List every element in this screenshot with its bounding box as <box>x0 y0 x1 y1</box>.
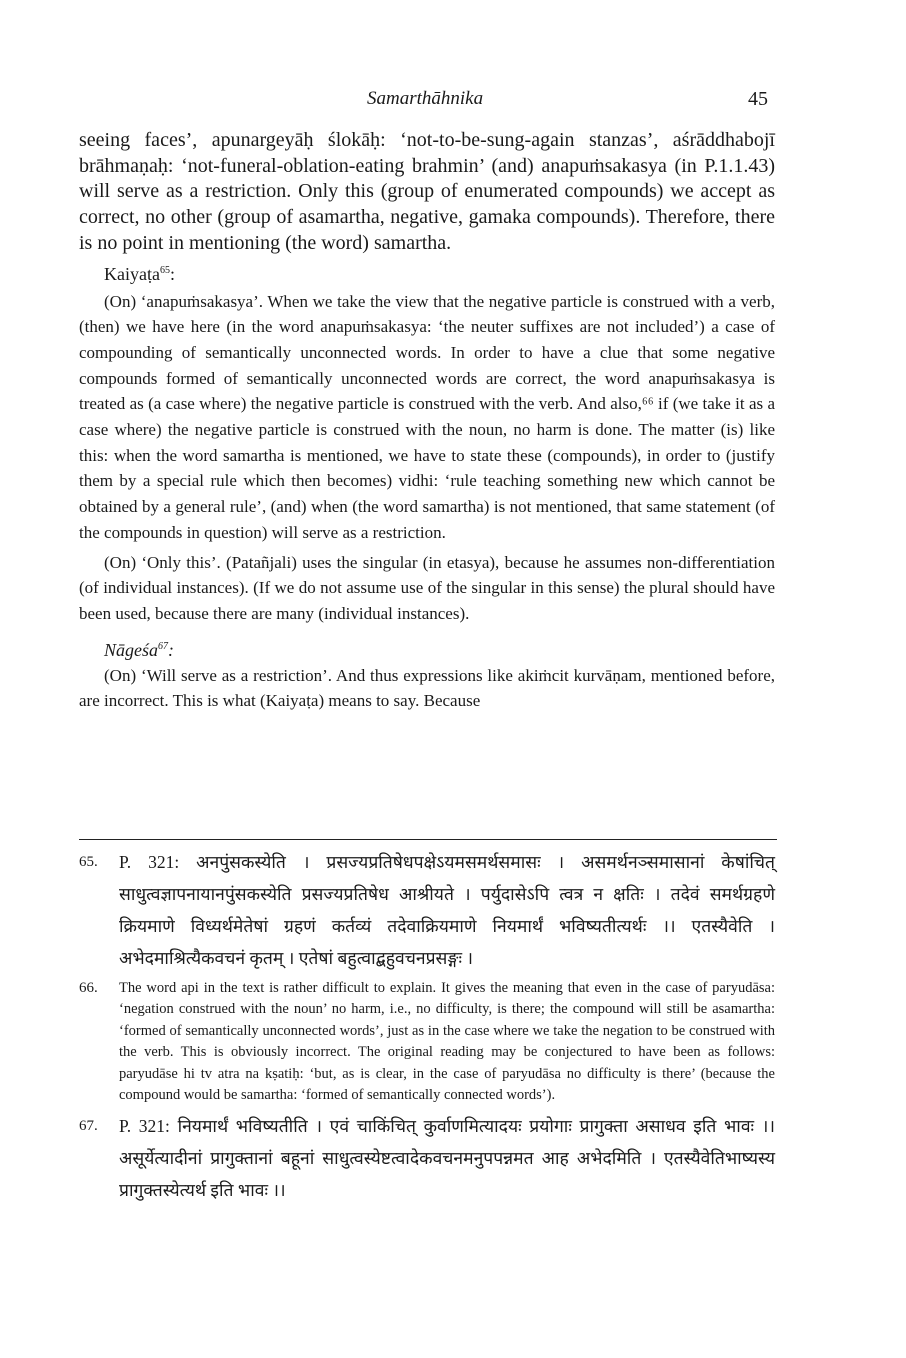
footnote-67 <box>79 1110 775 1206</box>
nagesa-heading-text: Nāgeśa <box>104 640 158 661</box>
note-ref-67: 67 <box>158 641 168 653</box>
running-title: Samarthāhnika <box>367 88 484 109</box>
footnote-text: The word api in the text is rather difficult to explain. It gives the meaning that even in the case of paryudāsa: ‘negation construed with the noun’ no harm, i.e., no difficulty, is there; the compound will still be asamartha: ‘formed of semantically unconnected words’, just as in the case where we take the negation to be construed with the verb. This is obviously incorrect. The original reading may be conjectured to have been as follows: paryudāse hi tv atra na kṣatiḥ: ‘but, as is clear, in the case of paryudāsa no difficulty is there’ (because the compound would be samartha: ‘formed of semantically connected words’). <box>119 980 775 1104</box>
footnote-text: P. 321: अनपुंसकस्येति । प्रसज्यप्रतिषेधपक्षेऽयमसमर्थसमासः । असमर्थनञ्समासानां केषांचित् साधुत्वज्ञापनायानपुंसकस्येति प्रसज्यप्रतिषेध आश्रीयते । पर्युदासेऽपि त्वत्र न क्षतिः । तदेवं समर्थग्रहणे क्रियमाणे विध्यर्थमेतेषां ग्रहणं कर्तव्यं तदेवाक्रियमाणे नियमार्थं भविष्यतीत्यर्थः ।। एतस्यैवेति । अभेदमाश्रित्यैकवचनं कृतम् । एतेषां बहुत्वाद्बहुवचनप्रसङ्गः । <box>119 852 775 968</box>
footnote-number: 66. <box>79 980 98 996</box>
footnote-number: 65. <box>79 854 98 870</box>
footnote-number: 67. <box>79 1118 98 1135</box>
page-number: 45 <box>748 88 768 110</box>
main-text <box>79 128 775 713</box>
kaiyata-heading-text: Kaiyaṭa <box>104 263 160 284</box>
footnote-divider <box>79 839 777 840</box>
footnote-text: P. 321: नियमार्थं भविष्यतीति । एवं चाकिंचित् कुर्वाणमित्यादयः प्रयोगाः प्रागुक्ता असाधव इति भावः ।। असूर्येत्यादीनां प्रागुक्तानां बहूनां साधुत्वस्येष्टत्वादेकवचनमनुपपन्नमत आह अभेदमिति । एतस्यैवेतिभाष्यस्य प्रागुक्तस्येत्यर्थ इति भावः ।। <box>119 1116 775 1201</box>
kaiyata-heading: Kaiyaṭa$^{65}$: <box>104 263 175 284</box>
nagesa-heading: Nāgeśa$^{67}$: <box>104 640 174 661</box>
note-ref-65: 65 <box>159 264 170 276</box>
page-header <box>0 88 906 114</box>
paragraph-2: (On) ‘anapuṁsakasya’. When we take the view that the negative particle is construed with a verb, (then) we have here (in the word anapuṁsakasya: ‘the neuter suffixes are not included’) a case of compounding of semantically unconnected words. In order to have a clue that some negative compounds formed of semantically unconnected words are correct, the word anapuṁsakasya is treated as (a case where) the negative particle is construed with the verb. And also,⁶⁶ if (we take it as a case where) the negative particle is construed with the noun, no harm is done. The matter (is) like this: when the word samartha is mentioned, we have to state these (compounds), in order to (justify them by a special rule which then becomes) vidhi: ‘rule teaching something new which cannot be obtained by a general rule’, (and) when (the word samartha) is not mentioned, that same statement (of the compounds in question) will serve as a restriction. <box>79 291 775 542</box>
footnote-66 <box>79 978 775 1106</box>
footnotes <box>79 846 775 1206</box>
footnote-65 <box>79 846 775 974</box>
paragraph-4: (On) ‘Will serve as a restriction’. And thus expressions like akiṁcit kurvāṇam, mentioned before, are incorrect. This is what (Kaiyaṭa) means to say. Because <box>79 666 775 711</box>
paragraph-3: (On) ‘Only this’. (Patañjali) uses the singular (in etasya), because he assumes non-differentiation (of individual instances). (If we do not assume use of the singular in this sense) the plural should have been used, because there are many (individual instances). <box>79 552 775 623</box>
paragraph-1: seeing faces’, apunargeyāḥ ślokāḥ: ‘not-to-be-sung-again stanzas’, aśrāddhabojī brāhmaṇaḥ: ‘not-funeral-oblation-eating brahmin’ (and) anapuṁsakasya (in P.1.1.43) will serve as a restriction. Only this (group of enumerated compounds) we accept as correct, no other (group of asamartha, negative, gamaka compounds). Therefore, there is no point in mentioning (the word) samartha. <box>79 129 775 254</box>
